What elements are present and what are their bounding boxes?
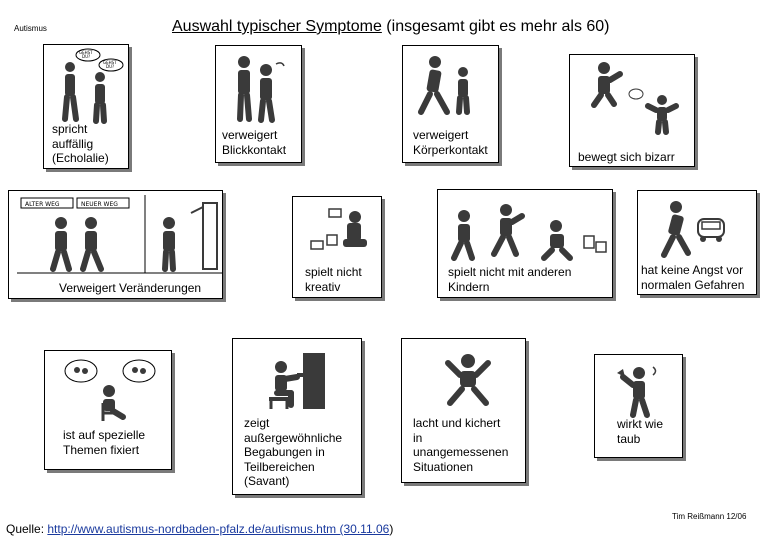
fixed-illustration xyxy=(63,357,163,423)
svg-text:GEHST: GEHST xyxy=(103,60,117,65)
play-illustration xyxy=(446,196,611,260)
bizarre-illustration xyxy=(588,60,683,135)
laughs-illustration xyxy=(442,353,502,413)
card-bizarre-label: bewegt sich bizarr xyxy=(578,150,675,164)
creative-illustration xyxy=(303,203,373,263)
svg-text:DU?: DU? xyxy=(106,64,115,69)
source-link[interactable]: http://www.autismus-nordbaden-pfalz.de/autismus.htm (30.11.06 xyxy=(47,522,390,536)
sign-new-text: NEUER WEG xyxy=(81,201,118,208)
card-fixed-label: ist auf spezielle Themen fixiert xyxy=(63,428,146,457)
card-echolalia xyxy=(43,44,129,169)
card-deaf-label: wirkt wie taub xyxy=(617,417,664,446)
card-savant xyxy=(232,338,362,495)
source-line xyxy=(6,522,393,536)
title-note: (insgesamt gibt es mehr als 60) xyxy=(381,18,610,35)
card-creative xyxy=(292,196,382,298)
card-laughs-label: lacht und kichert in unangemessenen Situationen xyxy=(413,416,509,474)
card-echolalia-label: spricht auffällig (Echolalie) xyxy=(52,122,109,165)
card-danger-label: hat keine Angst vor normalen Gefahren xyxy=(641,263,745,292)
card-body-contact-label: verweigert Körperkontakt xyxy=(413,128,488,157)
echolalia-illustration xyxy=(56,47,126,122)
card-play xyxy=(437,189,613,298)
card-creative-label: spielt nicht kreativ xyxy=(305,265,362,294)
card-danger xyxy=(637,190,757,295)
card-deaf xyxy=(594,354,683,458)
card-changes xyxy=(8,190,223,299)
source-prefix: Quelle: xyxy=(6,522,48,536)
card-fixed xyxy=(44,350,172,470)
svg-text:GEHST: GEHST xyxy=(79,50,93,55)
svg-text:DU?: DU? xyxy=(82,54,91,59)
sign-old-text: ALTER WEG xyxy=(25,201,60,208)
changes-illustration xyxy=(17,195,222,273)
card-body-contact xyxy=(402,45,499,163)
savant-illustration xyxy=(263,349,333,413)
title-main: Auswahl typischer Symptome xyxy=(172,18,382,35)
card-eye-contact xyxy=(215,45,302,163)
card-changes-label: Verweigert Veränderungen xyxy=(59,281,202,295)
eye-contact-illustration xyxy=(226,54,296,124)
source-suffix: ) xyxy=(389,522,394,536)
card-savant-label: zeigt außergewöhnliche Begabungen in Teilbereichen (Savant) xyxy=(244,416,343,488)
card-play-label: spielt nicht mit anderen Kindern xyxy=(448,265,572,294)
danger-illustration xyxy=(658,199,738,259)
credit: Tim Reißmann 12/06 xyxy=(672,512,747,521)
page-title xyxy=(172,18,610,36)
card-laughs xyxy=(401,338,526,483)
body-contact-illustration xyxy=(413,54,483,124)
deaf-illustration xyxy=(609,361,671,417)
corner-label: Autismus xyxy=(14,24,47,33)
card-bizarre xyxy=(569,54,695,167)
card-eye-contact-label: verweigert Blickkontakt xyxy=(222,128,287,157)
